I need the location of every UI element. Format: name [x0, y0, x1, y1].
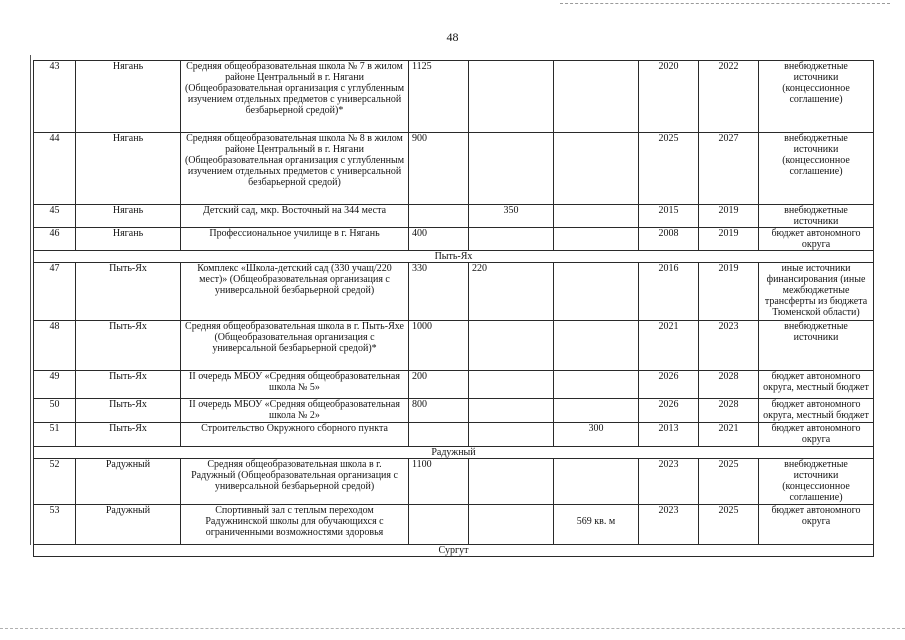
row-number: 44	[34, 133, 76, 205]
row-capacity: 400	[409, 228, 469, 251]
row-object: Средняя общеобразовательная школа № 8 в жилом районе Центральный в г. Нягани (Общеобразовательная организация с углубленным изучением отдельных предметов с универсальной безбарьерной средой)	[181, 133, 409, 205]
table-row	[34, 263, 874, 321]
row-object: II очередь МБОУ «Средняя общеобразовательная школа № 2»	[181, 399, 409, 423]
row-places	[469, 371, 554, 399]
row-city: Нягань	[76, 228, 181, 251]
row-places	[469, 505, 554, 545]
row-area	[554, 205, 639, 228]
row-area	[554, 371, 639, 399]
row-end-year: 2022	[699, 61, 759, 133]
table-row	[34, 505, 874, 545]
row-area	[554, 399, 639, 423]
row-start-year: 2025	[639, 133, 699, 205]
row-city: Нягань	[76, 133, 181, 205]
row-area	[554, 61, 639, 133]
row-area	[554, 459, 639, 505]
row-end-year: 2028	[699, 371, 759, 399]
row-funding-source: бюджет автономного округа, местный бюджет	[759, 371, 874, 399]
row-start-year: 2013	[639, 423, 699, 447]
row-object: Строительство Окружного сборного пункта	[181, 423, 409, 447]
row-funding-source: внебюджетные источники (концессионное соглашение)	[759, 459, 874, 505]
row-number: 43	[34, 61, 76, 133]
row-places	[469, 133, 554, 205]
row-city: Пыть-Ях	[76, 321, 181, 371]
row-capacity: 800	[409, 399, 469, 423]
row-funding-source: бюджет автономного округа, местный бюджет	[759, 399, 874, 423]
facilities-table	[33, 60, 874, 557]
row-start-year: 2021	[639, 321, 699, 371]
row-start-year: 2023	[639, 459, 699, 505]
row-capacity	[409, 505, 469, 545]
row-end-year: 2028	[699, 399, 759, 423]
row-number: 53	[34, 505, 76, 545]
row-area	[554, 228, 639, 251]
row-places	[469, 399, 554, 423]
row-city: Радужный	[76, 505, 181, 545]
section-title: Сургут	[34, 545, 874, 557]
row-start-year: 2026	[639, 399, 699, 423]
row-end-year: 2027	[699, 133, 759, 205]
row-funding-source: иные источники финансирования (иные межбюджетные трансферты из бюджета Тюменской области)	[759, 263, 874, 321]
row-funding-source: внебюджетные источники (концессионное соглашение)	[759, 133, 874, 205]
table-row	[34, 228, 874, 251]
row-city: Пыть-Ях	[76, 423, 181, 447]
table-row	[34, 205, 874, 228]
scan-artifact-left	[30, 55, 31, 545]
row-start-year: 2016	[639, 263, 699, 321]
row-city: Радужный	[76, 459, 181, 505]
row-funding-source: бюджет автономного округа	[759, 228, 874, 251]
table-row	[34, 459, 874, 505]
row-funding-source: бюджет автономного округа	[759, 423, 874, 447]
table-row	[34, 371, 874, 399]
row-start-year: 2008	[639, 228, 699, 251]
section-header-pyt-yakh	[34, 251, 874, 263]
row-end-year: 2025	[699, 505, 759, 545]
row-capacity: 1125	[409, 61, 469, 133]
section-title: Радужный	[34, 447, 874, 459]
section-header-surgut	[34, 545, 874, 557]
row-funding-source: бюджет автономного округа	[759, 505, 874, 545]
row-city: Нягань	[76, 61, 181, 133]
row-end-year: 2021	[699, 423, 759, 447]
row-area	[554, 133, 639, 205]
row-start-year: 2020	[639, 61, 699, 133]
row-number: 47	[34, 263, 76, 321]
row-number: 45	[34, 205, 76, 228]
row-object: Спортивный зал с теплым переходом Радужнинской школы для обучающихся с ограниченными возможностями здоровья	[181, 505, 409, 545]
row-area	[554, 263, 639, 321]
row-city: Пыть-Ях	[76, 263, 181, 321]
table-row	[34, 423, 874, 447]
row-number: 49	[34, 371, 76, 399]
row-object: Профессиональное училище в г. Нягань	[181, 228, 409, 251]
row-places	[469, 423, 554, 447]
row-city: Пыть-Ях	[76, 399, 181, 423]
scan-artifact-top	[560, 3, 890, 4]
row-city: Нягань	[76, 205, 181, 228]
scan-artifact-bottom	[0, 628, 905, 629]
row-area: 569 кв. м	[554, 505, 639, 545]
row-object: Детский сад, мкр. Восточный на 344 места	[181, 205, 409, 228]
row-places: 350	[469, 205, 554, 228]
row-capacity: 1100	[409, 459, 469, 505]
section-header-raduzhny	[34, 447, 874, 459]
row-city: Пыть-Ях	[76, 371, 181, 399]
table-row	[34, 61, 874, 133]
row-end-year: 2019	[699, 205, 759, 228]
row-area: 300	[554, 423, 639, 447]
page-number: 48	[446, 30, 459, 44]
row-object: Средняя общеобразовательная школа в г. Пыть-Яхе (Общеобразовательная организация с универсальной безбарьерной средой)*	[181, 321, 409, 371]
row-places	[469, 459, 554, 505]
row-number: 48	[34, 321, 76, 371]
row-end-year: 2019	[699, 228, 759, 251]
row-end-year: 2019	[699, 263, 759, 321]
row-number: 51	[34, 423, 76, 447]
row-capacity: 330	[409, 263, 469, 321]
row-funding-source: внебюджетные источники	[759, 205, 874, 228]
row-end-year: 2023	[699, 321, 759, 371]
row-start-year: 2023	[639, 505, 699, 545]
row-places	[469, 61, 554, 133]
table-body	[34, 61, 874, 557]
row-object: Комплекс «Школа-детский сад (330 учащ/220 мест)» (Общеобразовательная организация с универсальной безбарьерной средой)	[181, 263, 409, 321]
row-funding-source: внебюджетные источники (концессионное соглашение)	[759, 61, 874, 133]
row-object: Средняя общеобразовательная школа в г. Радужный (Общеобразовательная организация с универсальной безбарьерной средой)	[181, 459, 409, 505]
row-number: 50	[34, 399, 76, 423]
row-capacity: 900	[409, 133, 469, 205]
row-capacity	[409, 423, 469, 447]
row-places	[469, 228, 554, 251]
row-number: 46	[34, 228, 76, 251]
row-capacity: 200	[409, 371, 469, 399]
row-capacity	[409, 205, 469, 228]
table-row	[34, 133, 874, 205]
row-number: 52	[34, 459, 76, 505]
row-start-year: 2015	[639, 205, 699, 228]
section-title: Пыть-Ях	[34, 251, 874, 263]
row-places: 220	[469, 263, 554, 321]
row-places	[469, 321, 554, 371]
row-end-year: 2025	[699, 459, 759, 505]
row-start-year: 2026	[639, 371, 699, 399]
row-object: II очередь МБОУ «Средняя общеобразовательная школа № 5»	[181, 371, 409, 399]
row-area	[554, 321, 639, 371]
table-row	[34, 321, 874, 371]
row-funding-source: внебюджетные источники	[759, 321, 874, 371]
table-row	[34, 399, 874, 423]
row-object: Средняя общеобразовательная школа № 7 в жилом районе Центральный в г. Нягани (Общеобразовательная организация с углубленным изучением отдельных предметов с универсальной безбарьерной средой)*	[181, 61, 409, 133]
row-capacity: 1000	[409, 321, 469, 371]
